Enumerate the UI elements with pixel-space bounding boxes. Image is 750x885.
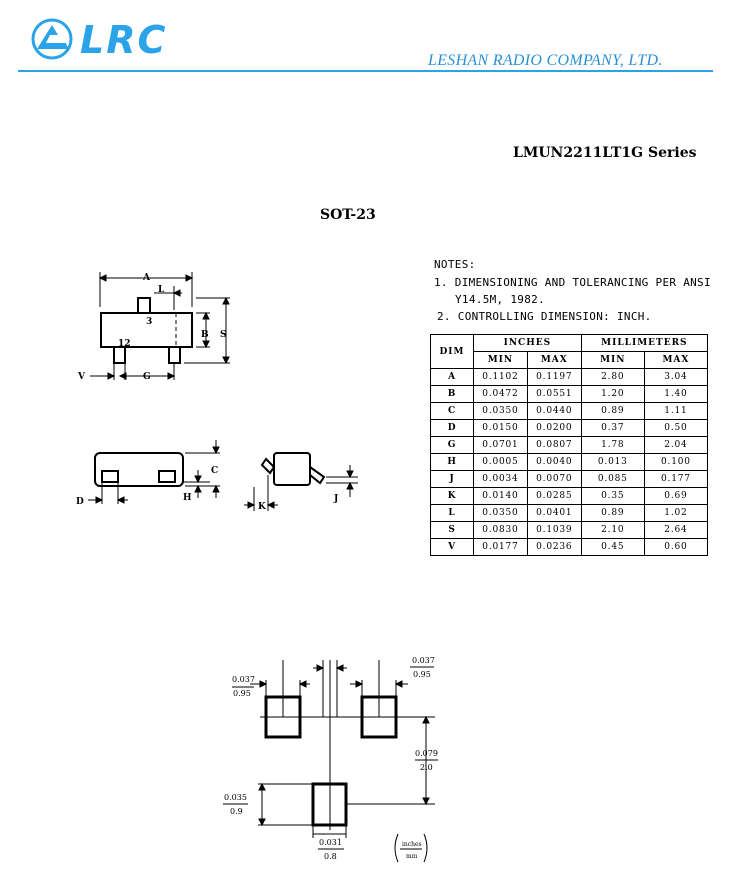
cell: 2.10 (581, 522, 644, 539)
cell: 0.35 (581, 488, 644, 505)
logo-icon (30, 18, 76, 60)
dim-cell: K (431, 488, 474, 505)
cell: 1.02 (644, 505, 707, 522)
inches-header: INCHES (474, 335, 582, 352)
cell: 0.0401 (527, 505, 581, 522)
cell: 1.78 (581, 437, 644, 454)
note-1: 1. DIMENSIONING AND TOLERANCING PER ANSI (434, 276, 711, 289)
package-top-view (70, 262, 250, 392)
row-gap-mm: 2.0 (420, 763, 433, 772)
label-B: B (201, 330, 209, 340)
row-gap-in: 0.079 (415, 749, 438, 758)
cell: 0.89 (581, 505, 644, 522)
label-C: C (211, 466, 219, 476)
dim-cell: S (431, 522, 474, 539)
cell: 0.0350 (474, 505, 528, 522)
pin3-label: 3 (146, 317, 153, 327)
cell: 0.37 (581, 420, 644, 437)
logo-text: LRC (80, 18, 168, 62)
in-max-header: MAX (527, 352, 581, 369)
pad-height-mm: 0.9 (230, 807, 243, 816)
cell: 0.89 (581, 403, 644, 420)
dim-cell: D (431, 420, 474, 437)
table-row (431, 386, 708, 403)
cell: 0.0005 (474, 454, 528, 471)
dim-cell: B (431, 386, 474, 403)
table-row (431, 505, 708, 522)
mm-header: MILLIMETERS (581, 335, 707, 352)
pad-w-mm: 0.8 (324, 852, 337, 861)
cell: 0.0150 (474, 420, 528, 437)
dim-cell: C (431, 403, 474, 420)
cell: 0.1039 (527, 522, 581, 539)
cell: 0.0350 (474, 403, 528, 420)
table-row (431, 420, 708, 437)
table-row (431, 369, 708, 386)
pad-w-in: 0.031 (319, 838, 342, 847)
cell: 0.0472 (474, 386, 528, 403)
cell: 1.40 (644, 386, 707, 403)
label-A: A (143, 273, 150, 283)
cell: 0.0070 (527, 471, 581, 488)
cell: 0.60 (644, 539, 707, 556)
cell: 3.04 (644, 369, 707, 386)
header-rule (18, 70, 713, 72)
mm-max-header: MAX (644, 352, 707, 369)
label-J: J (334, 494, 339, 504)
cell: 0.45 (581, 539, 644, 556)
table-row (431, 471, 708, 488)
note-1b: Y14.5M, 1982. (455, 293, 545, 306)
package-side-view (70, 440, 230, 515)
label-S: S (220, 330, 227, 340)
label-D: D (76, 497, 84, 507)
table-row (431, 522, 708, 539)
pad-width2-mm: 0.95 (413, 670, 431, 679)
cell: 2.80 (581, 369, 644, 386)
units-mm: mm (406, 853, 418, 860)
cell: 0.0236 (527, 539, 581, 556)
table-row (431, 488, 708, 505)
table-row (431, 454, 708, 471)
dim-cell: J (431, 471, 474, 488)
pad-width-in: 0.037 (232, 675, 255, 684)
cell: 0.177 (644, 471, 707, 488)
cell: 0.0034 (474, 471, 528, 488)
units-inches: inches (402, 841, 422, 848)
cell: 0.1102 (474, 369, 528, 386)
label-K: K (258, 502, 266, 512)
cell: 0.0830 (474, 522, 528, 539)
cell: 0.0807 (527, 437, 581, 454)
cell: 0.1197 (527, 369, 581, 386)
label-H: H (183, 493, 192, 503)
footprint-drawing (220, 650, 450, 875)
cell: 0.100 (644, 454, 707, 471)
cell: 0.0701 (474, 437, 528, 454)
pad-width2-in: 0.037 (412, 656, 435, 665)
label-L: L (158, 285, 165, 295)
company-name: LESHAN RADIO COMPANY, LTD. (428, 52, 663, 69)
dim-header: DIM (431, 335, 474, 369)
pin12-label: 12 (118, 339, 131, 349)
label-G: G (143, 372, 151, 382)
pad-height-in: 0.035 (224, 793, 247, 802)
cell: 0.0040 (527, 454, 581, 471)
mm-min-header: MIN (581, 352, 644, 369)
cell: 1.20 (581, 386, 644, 403)
cell: 0.0285 (527, 488, 581, 505)
label-V: V (78, 372, 85, 382)
cell: 0.013 (581, 454, 644, 471)
cell: 0.0140 (474, 488, 528, 505)
note-2: 2. CONTROLLING DIMENSION: INCH. (437, 310, 652, 323)
cell: 2.64 (644, 522, 707, 539)
cell: 0.0177 (474, 539, 528, 556)
cell: 2.04 (644, 437, 707, 454)
dim-cell: A (431, 369, 474, 386)
dimension-table (430, 334, 708, 556)
dim-cell: V (431, 539, 474, 556)
in-min-header: MIN (474, 352, 528, 369)
dim-cell: G (431, 437, 474, 454)
package-end-view (240, 445, 365, 515)
cell: 0.0440 (527, 403, 581, 420)
pad-width-mm: 0.95 (233, 689, 251, 698)
table-row (431, 403, 708, 420)
cell: 0.69 (644, 488, 707, 505)
cell: 0.50 (644, 420, 707, 437)
notes-heading: NOTES: (434, 258, 476, 271)
dim-cell: H (431, 454, 474, 471)
cell: 0.0551 (527, 386, 581, 403)
table-row (431, 437, 708, 454)
table-row (431, 539, 708, 556)
dim-cell: L (431, 505, 474, 522)
package-name: SOT-23 (320, 207, 376, 223)
cell: 0.085 (581, 471, 644, 488)
cell: 0.0200 (527, 420, 581, 437)
series-title: LMUN2211LT1G Series (513, 145, 697, 161)
cell: 1.11 (644, 403, 707, 420)
